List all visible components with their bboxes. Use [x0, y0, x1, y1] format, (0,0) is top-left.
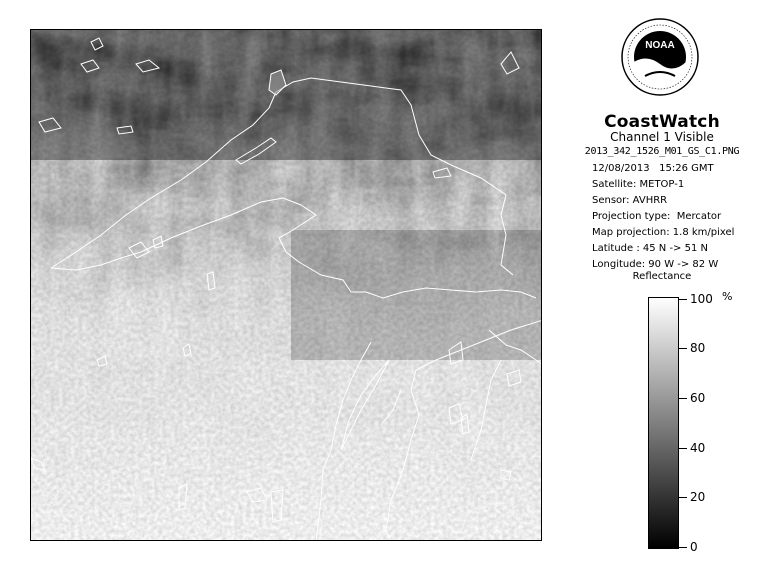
colorbar-tick: [679, 398, 687, 399]
colorbar-title: Reflectance: [632, 271, 692, 282]
sensor-label: Sensor: AVHRR: [592, 195, 668, 206]
colorbar-tick-label: 100: [690, 292, 713, 306]
satellite-map: [30, 29, 542, 541]
metadata-panel: [592, 161, 734, 273]
image-filename: 2013_342_1526_M01_GS_C1.PNG: [584, 146, 740, 157]
projection-type: Projection type: Mercator: [592, 211, 722, 222]
colorbar-tick-label: 0: [690, 540, 698, 554]
date-time: 12/08/2013 15:26 GMT: [592, 163, 714, 174]
satellite-label: Satellite: METOP-1: [592, 179, 685, 190]
latitude-range: Latitude : 45 N -> 51 N: [592, 243, 708, 254]
noaa-seal-icon: [621, 18, 699, 96]
colorbar-tick-label: 80: [690, 341, 706, 355]
colorbar-tick-label: 40: [690, 441, 706, 455]
colorbar-unit: %: [722, 290, 733, 303]
longitude-range: Longitude: 90 W -> 82 W: [592, 259, 719, 270]
satellite-image: [31, 30, 542, 541]
colorbar-tick: [679, 348, 687, 349]
colorbar-tick: [679, 448, 687, 449]
colorbar-tick: [679, 547, 687, 548]
channel-label: Channel 1 Visible: [610, 130, 714, 144]
noaa-logo-text: NOAA: [645, 40, 675, 51]
noaa-logo: [621, 18, 699, 96]
colorbar-tick: [679, 497, 687, 498]
colorbar: [648, 297, 679, 549]
map-resolution: Map projection: 1.8 km/pixel: [592, 227, 735, 238]
colorbar-tick-label: 20: [690, 490, 706, 504]
colorbar-tick: [679, 299, 687, 300]
colorbar-tick-label: 60: [690, 391, 706, 405]
brand-title: CoastWatch: [604, 112, 720, 132]
